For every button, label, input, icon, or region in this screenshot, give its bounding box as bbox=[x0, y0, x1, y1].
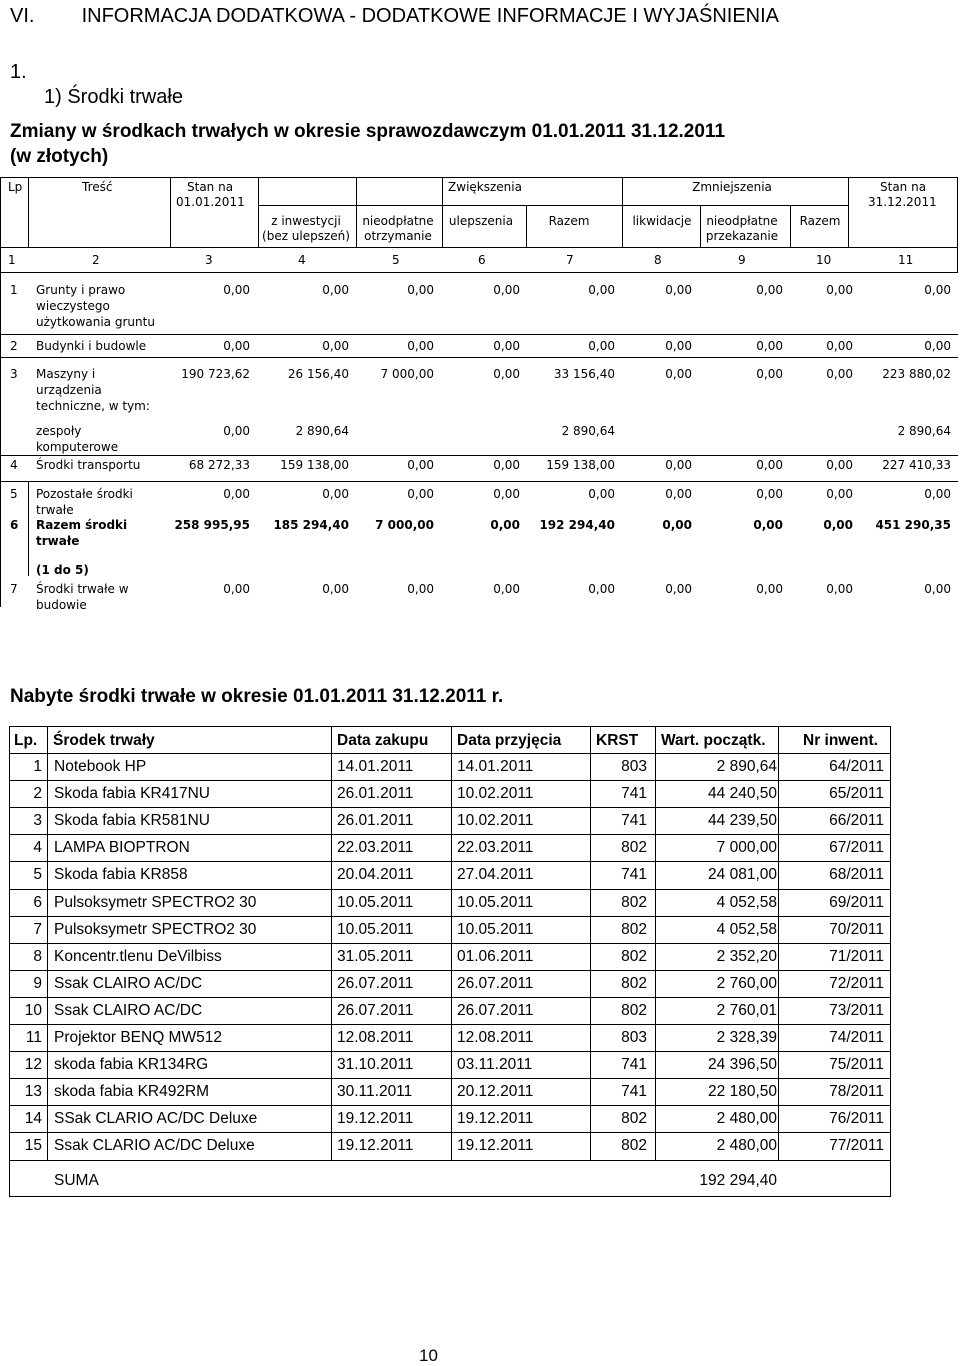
value-cell: 0,00 bbox=[493, 582, 520, 596]
row-lp: 8 bbox=[33, 948, 42, 965]
col-line bbox=[451, 726, 452, 1161]
value-cell: 227 410,33 bbox=[882, 458, 951, 472]
value-cell: 190 723,62 bbox=[181, 367, 250, 381]
header-nieodplatne-przekazanie-2: przekazanie bbox=[705, 229, 779, 243]
row-line bbox=[9, 780, 891, 781]
row-krst: 802 bbox=[621, 839, 647, 856]
value-cell: 0,00 bbox=[322, 283, 349, 297]
row-name: Środki trwałe w bbox=[36, 582, 129, 596]
table-bottom-line bbox=[9, 1196, 891, 1197]
value-cell: 159 138,00 bbox=[280, 458, 349, 472]
row-asset-name: Notebook HP bbox=[54, 758, 147, 775]
column-number: 10 bbox=[816, 253, 832, 267]
value-cell: 0,00 bbox=[322, 582, 349, 596]
row-lp: 1 bbox=[10, 283, 18, 297]
row-krst: 803 bbox=[621, 758, 647, 775]
row-krst: 741 bbox=[621, 1056, 647, 1073]
value-cell: 0,00 bbox=[665, 487, 692, 501]
row-name: Budynki i budowle bbox=[36, 339, 147, 353]
col-line bbox=[9, 726, 10, 1197]
subsection-title: 1) Środki trwałe bbox=[44, 86, 183, 108]
column-number: 3 bbox=[205, 253, 213, 267]
row-krst: 741 bbox=[621, 812, 647, 829]
row-asset-name: SSak CLARIO AC/DC Deluxe bbox=[54, 1110, 258, 1127]
row-lp: 2 bbox=[10, 339, 18, 353]
row-line bbox=[9, 807, 891, 808]
row-line bbox=[9, 1051, 891, 1052]
header-nr-inwent: Nr inwent. bbox=[803, 732, 878, 749]
value-cell: 223 880,02 bbox=[882, 367, 951, 381]
row-lp: 6 bbox=[10, 518, 19, 532]
value-cell: 0,00 bbox=[407, 339, 434, 353]
row-acceptance-date: 10.02.2011 bbox=[457, 812, 534, 829]
value-cell: 0,00 bbox=[588, 487, 615, 501]
header-nieodplatne-otrzymanie-2: otrzymanie bbox=[364, 229, 432, 243]
row-lp: 7 bbox=[10, 582, 18, 596]
row-asset-name: skoda fabia KR134RG bbox=[54, 1056, 209, 1073]
row-inventory-number: 77/2011 bbox=[829, 1137, 884, 1154]
row-asset-name: Ssak CLAIRO AC/DC bbox=[54, 975, 203, 992]
section-number: VI. bbox=[10, 5, 35, 27]
row-name: trwałe bbox=[36, 503, 74, 517]
row-acceptance-date: 03.11.2011 bbox=[457, 1056, 533, 1073]
value-cell: 0,00 bbox=[756, 487, 783, 501]
row-line bbox=[9, 1160, 891, 1161]
value-cell: 0,00 bbox=[826, 339, 853, 353]
value-cell: 0,00 bbox=[665, 339, 692, 353]
value-cell: 0,00 bbox=[826, 487, 853, 501]
header-z-inwestycji-2: (bez ulepszeń) bbox=[262, 229, 350, 243]
row-acceptance-date: 12.08.2011 bbox=[457, 1029, 534, 1046]
row-lp: 5 bbox=[33, 866, 42, 883]
row-initial-value: 24 396,50 bbox=[708, 1056, 777, 1073]
row-acceptance-date: 19.12.2011 bbox=[457, 1137, 534, 1154]
row-initial-value: 44 240,50 bbox=[708, 785, 777, 802]
row-acceptance-date: 27.04.2011 bbox=[457, 866, 534, 883]
row-krst: 802 bbox=[621, 975, 647, 992]
row-krst: 741 bbox=[621, 866, 647, 883]
value-cell: 0,00 bbox=[665, 582, 692, 596]
value-cell: 0,00 bbox=[588, 283, 615, 297]
row-inventory-number: 70/2011 bbox=[829, 921, 884, 938]
row-lp: 2 bbox=[33, 785, 42, 802]
row-purchase-date: 19.12.2011 bbox=[337, 1110, 414, 1127]
changes-title: Zmiany w środkach trwałych w okresie sprawozdawczym 01.01.2011 31.12.2011 bbox=[10, 121, 726, 142]
row-acceptance-date: 26.07.2011 bbox=[457, 975, 534, 992]
row-asset-name: LAMPA BIOPTRON bbox=[54, 839, 190, 856]
col-line bbox=[331, 726, 332, 1161]
row-line bbox=[9, 1132, 891, 1133]
value-cell: 0,00 bbox=[407, 458, 434, 472]
value-cell: 0,00 bbox=[223, 582, 250, 596]
header-stan-end-date: 31.12.2011 bbox=[868, 195, 937, 209]
value-cell: 0,00 bbox=[823, 518, 853, 532]
row-asset-name: Projektor BENQ MW512 bbox=[54, 1029, 222, 1046]
value-cell: 0,00 bbox=[493, 487, 520, 501]
value-cell: 0,00 bbox=[493, 283, 520, 297]
row-name: urządzenia bbox=[36, 383, 102, 397]
column-number: 11 bbox=[898, 253, 914, 267]
row-initial-value: 2 328,39 bbox=[716, 1029, 777, 1046]
row-name: komputerowe bbox=[36, 440, 119, 454]
row-purchase-date: 26.01.2011 bbox=[337, 785, 414, 802]
value-cell: 0,00 bbox=[826, 367, 853, 381]
value-cell: 0,00 bbox=[756, 339, 783, 353]
row-inventory-number: 69/2011 bbox=[829, 894, 884, 911]
row-asset-name: Skoda fabia KR858 bbox=[54, 866, 188, 883]
value-cell: 0,00 bbox=[407, 487, 434, 501]
value-cell: 0,00 bbox=[924, 283, 951, 297]
changes-subtitle: (w złotych) bbox=[10, 146, 109, 167]
col-line bbox=[655, 726, 656, 1161]
value-cell: 0,00 bbox=[826, 283, 853, 297]
value-cell: 0,00 bbox=[223, 487, 250, 501]
row-asset-name: Koncentr.tlenu DeVilbiss bbox=[54, 948, 222, 965]
row-lp: 12 bbox=[24, 1056, 42, 1073]
row-acceptance-date: 19.12.2011 bbox=[457, 1110, 534, 1127]
row-initial-value: 2 760,01 bbox=[716, 1002, 777, 1019]
row-lp: 7 bbox=[33, 921, 42, 938]
header-data-zakupu: Data zakupu bbox=[337, 732, 429, 749]
value-cell: 451 290,35 bbox=[875, 518, 951, 532]
row-name: Razem środki bbox=[36, 518, 128, 532]
table-top-line bbox=[9, 726, 891, 727]
row-acceptance-date: 01.06.2011 bbox=[457, 948, 534, 965]
row-name: trwałe bbox=[36, 534, 80, 548]
row-purchase-date: 31.05.2011 bbox=[337, 948, 414, 965]
row-acceptance-date: 26.07.2011 bbox=[457, 1002, 534, 1019]
row-krst: 802 bbox=[621, 948, 647, 965]
row-inventory-number: 66/2011 bbox=[829, 812, 884, 829]
row-inventory-number: 73/2011 bbox=[829, 1002, 884, 1019]
row-krst: 802 bbox=[621, 1002, 647, 1019]
row-line bbox=[9, 1078, 891, 1079]
value-cell: 0,00 bbox=[753, 518, 783, 532]
value-cell: 26 156,40 bbox=[287, 367, 349, 381]
value-cell: 0,00 bbox=[924, 487, 951, 501]
row-name: Maszyny i bbox=[36, 367, 96, 381]
value-cell: 159 138,00 bbox=[546, 458, 615, 472]
row-initial-value: 4 052,58 bbox=[716, 894, 777, 911]
row-asset-name: Skoda fabia KR581NU bbox=[54, 812, 210, 829]
row-name: Grunty i prawo bbox=[36, 283, 126, 297]
header-zwiekszenia: Zwiększenia bbox=[448, 180, 522, 194]
row-krst: 741 bbox=[621, 1083, 647, 1100]
column-number: 2 bbox=[92, 253, 100, 267]
row-name: Pozostałe środki bbox=[36, 487, 133, 501]
value-cell: 0,00 bbox=[223, 424, 250, 438]
col-line bbox=[590, 726, 591, 1161]
row-inventory-number: 71/2011 bbox=[829, 948, 884, 965]
row-lp: 4 bbox=[10, 458, 18, 472]
header-stan-end: Stan na bbox=[880, 180, 927, 194]
column-number: 9 bbox=[738, 253, 746, 267]
row-lp: 10 bbox=[24, 1002, 42, 1019]
row-inventory-number: 65/2011 bbox=[829, 785, 884, 802]
header-stan-start-date: 01.01.2011 bbox=[176, 195, 245, 209]
row-krst: 802 bbox=[621, 1137, 647, 1154]
row-purchase-date: 26.07.2011 bbox=[337, 975, 414, 992]
row-purchase-date: 26.01.2011 bbox=[337, 812, 414, 829]
row-name: budowie bbox=[36, 598, 87, 612]
value-cell: 0,00 bbox=[588, 339, 615, 353]
row-lp: 3 bbox=[10, 367, 18, 381]
row-initial-value: 4 052,58 bbox=[716, 921, 777, 938]
row-lp: 3 bbox=[33, 812, 42, 829]
value-cell: 0,00 bbox=[665, 458, 692, 472]
column-number: 4 bbox=[298, 253, 306, 267]
value-cell: 0,00 bbox=[665, 367, 692, 381]
value-cell: 0,00 bbox=[407, 582, 434, 596]
row-purchase-date: 22.03.2011 bbox=[337, 839, 414, 856]
row-lp: 11 bbox=[25, 1029, 42, 1046]
value-cell: 7 000,00 bbox=[380, 367, 434, 381]
row-line bbox=[9, 1024, 891, 1025]
value-cell: 0,00 bbox=[756, 582, 783, 596]
column-number: 6 bbox=[478, 253, 486, 267]
value-cell: 0,00 bbox=[756, 458, 783, 472]
row-initial-value: 2 480,00 bbox=[716, 1110, 777, 1127]
row-asset-name: Ssak CLAIRO AC/DC bbox=[54, 1002, 203, 1019]
row-acceptance-date: 10.05.2011 bbox=[457, 921, 534, 938]
row-inventory-number: 75/2011 bbox=[829, 1056, 884, 1073]
row-lp: 1 bbox=[33, 758, 42, 775]
sum-label: SUMA bbox=[54, 1172, 99, 1189]
col-line bbox=[778, 726, 779, 1161]
column-number: 7 bbox=[566, 253, 574, 267]
row-initial-value: 44 239,50 bbox=[708, 812, 777, 829]
row-inventory-number: 72/2011 bbox=[829, 975, 884, 992]
row-acceptance-date: 22.03.2011 bbox=[457, 839, 534, 856]
value-cell: 0,00 bbox=[322, 487, 349, 501]
row-lp: 13 bbox=[24, 1083, 42, 1100]
row-initial-value: 2 890,64 bbox=[716, 758, 777, 775]
row-purchase-date: 31.10.2011 bbox=[337, 1056, 414, 1073]
row-krst: 803 bbox=[621, 1029, 647, 1046]
row-inventory-number: 67/2011 bbox=[829, 839, 884, 856]
header-likwidacje: likwidacje bbox=[632, 214, 692, 228]
value-cell: 0,00 bbox=[223, 283, 250, 297]
row-initial-value: 2 760,00 bbox=[716, 975, 777, 992]
row-acceptance-date: 10.05.2011 bbox=[457, 894, 534, 911]
row-line bbox=[9, 943, 891, 944]
row-line bbox=[9, 1105, 891, 1106]
section-title: INFORMACJA DODATKOWA - DODATKOWE INFORMACJE I WYJAŚNIENIA bbox=[81, 5, 780, 27]
row-name: zespoły bbox=[36, 424, 82, 438]
column-number: 8 bbox=[654, 253, 662, 267]
value-cell: 0,00 bbox=[407, 283, 434, 297]
row-inventory-number: 78/2011 bbox=[829, 1083, 884, 1100]
row-purchase-date: 20.04.2011 bbox=[337, 866, 414, 883]
row-asset-name: Skoda fabia KR417NU bbox=[54, 785, 210, 802]
row-name: wieczystego bbox=[36, 299, 110, 313]
page-number: 10 bbox=[419, 1346, 438, 1365]
row-initial-value: 2 480,00 bbox=[716, 1137, 777, 1154]
row-asset-name: Pulsoksymetr SPECTRO2 30 bbox=[54, 894, 257, 911]
row-purchase-date: 19.12.2011 bbox=[337, 1137, 414, 1154]
row-purchase-date: 26.07.2011 bbox=[337, 1002, 414, 1019]
sum-value: 192 294,40 bbox=[699, 1172, 777, 1189]
row-line bbox=[9, 916, 891, 917]
value-cell: 0,00 bbox=[490, 518, 520, 532]
value-cell: 2 890,64 bbox=[561, 424, 615, 438]
row-line bbox=[9, 970, 891, 971]
row-initial-value: 2 352,20 bbox=[716, 948, 777, 965]
row-line bbox=[9, 889, 891, 890]
row-inventory-number: 74/2011 bbox=[829, 1029, 884, 1046]
col-line bbox=[890, 726, 891, 1197]
row-line bbox=[9, 997, 891, 998]
row-acceptance-date: 20.12.2011 bbox=[457, 1083, 534, 1100]
header-nieodplatne-otrzymanie: nieodpłatne bbox=[362, 214, 434, 228]
row-inventory-number: 64/2011 bbox=[829, 758, 884, 775]
row-name: techniczne, w tym: bbox=[36, 399, 150, 413]
row-inventory-number: 68/2011 bbox=[829, 866, 884, 883]
value-cell: 2 890,64 bbox=[897, 424, 951, 438]
header-bottom-line bbox=[9, 753, 891, 754]
row-purchase-date: 10.05.2011 bbox=[337, 894, 414, 911]
value-cell: 0,00 bbox=[493, 339, 520, 353]
header-ulepszenia: ulepszenia bbox=[448, 214, 514, 228]
value-cell: 0,00 bbox=[826, 458, 853, 472]
value-cell: 0,00 bbox=[924, 582, 951, 596]
row-lp: 9 bbox=[33, 975, 42, 992]
value-cell: 68 272,33 bbox=[188, 458, 250, 472]
row-purchase-date: 14.01.2011 bbox=[337, 758, 414, 775]
row-initial-value: 24 081,00 bbox=[708, 866, 777, 883]
row-krst: 741 bbox=[621, 785, 647, 802]
header-srodek: Środek trwały bbox=[53, 732, 155, 749]
column-number: 5 bbox=[392, 253, 400, 267]
row-purchase-date: 12.08.2011 bbox=[337, 1029, 414, 1046]
row-krst: 802 bbox=[621, 921, 647, 938]
acquired-title: Nabyte środki trwałe w okresie 01.01.2011 31.12.2011 r. bbox=[10, 686, 504, 707]
header-razem-zw: Razem bbox=[548, 214, 590, 228]
value-cell: 0,00 bbox=[924, 339, 951, 353]
header-data-przyjecia: Data przyjęcia bbox=[457, 732, 562, 749]
row-lp: 14 bbox=[24, 1110, 42, 1127]
value-cell: 258 995,95 bbox=[174, 518, 250, 532]
row-krst: 802 bbox=[621, 894, 647, 911]
column-number: 1 bbox=[8, 253, 16, 267]
header-zmniejszenia: Zmniejszenia bbox=[692, 180, 772, 194]
row-purchase-date: 10.05.2011 bbox=[337, 921, 414, 938]
header-krst: KRST bbox=[596, 732, 639, 749]
row-name: użytkowania gruntu bbox=[36, 315, 155, 329]
header-lp: Lp. bbox=[14, 732, 38, 749]
value-cell: 185 294,40 bbox=[273, 518, 349, 532]
value-cell: 0,00 bbox=[665, 283, 692, 297]
header-wart-poczatk: Wart. początk. bbox=[661, 732, 766, 749]
row-line bbox=[9, 861, 891, 862]
header-z-inwestycji: z inwestycji bbox=[271, 214, 341, 228]
col-line bbox=[47, 726, 48, 1161]
value-cell: 0,00 bbox=[322, 339, 349, 353]
header-razem-zm: Razem bbox=[799, 214, 841, 228]
value-cell: 2 890,64 bbox=[295, 424, 349, 438]
value-cell: 33 156,40 bbox=[553, 367, 615, 381]
row-name: (1 do 5) bbox=[36, 563, 89, 577]
item-number: 1. bbox=[10, 61, 27, 83]
value-cell: 0,00 bbox=[493, 367, 520, 381]
value-cell: 0,00 bbox=[588, 582, 615, 596]
header-tresc: Treść bbox=[82, 180, 113, 194]
value-cell: 0,00 bbox=[756, 367, 783, 381]
row-lp: 6 bbox=[33, 894, 42, 911]
value-cell: 192 294,40 bbox=[539, 518, 615, 532]
value-cell: 0,00 bbox=[756, 283, 783, 297]
header-stan-start: Stan na bbox=[187, 180, 234, 194]
row-inventory-number: 76/2011 bbox=[829, 1110, 884, 1127]
row-line bbox=[9, 834, 891, 835]
row-initial-value: 22 180,50 bbox=[708, 1083, 777, 1100]
row-krst: 802 bbox=[621, 1110, 647, 1127]
row-asset-name: Pulsoksymetr SPECTRO2 30 bbox=[54, 921, 257, 938]
row-initial-value: 7 000,00 bbox=[716, 839, 777, 856]
row-acceptance-date: 10.02.2011 bbox=[457, 785, 534, 802]
row-asset-name: Ssak CLARIO AC/DC Deluxe bbox=[54, 1137, 255, 1154]
row-lp: 15 bbox=[24, 1137, 42, 1154]
row-purchase-date: 30.11.2011 bbox=[337, 1083, 413, 1100]
row-name: Środki transportu bbox=[36, 458, 141, 472]
row-lp: 5 bbox=[10, 487, 18, 501]
row-lp: 4 bbox=[33, 839, 42, 856]
value-cell: 0,00 bbox=[493, 458, 520, 472]
value-cell: 0,00 bbox=[826, 582, 853, 596]
header-lp: Lp bbox=[8, 180, 23, 194]
row-asset-name: skoda fabia KR492RM bbox=[54, 1083, 210, 1100]
value-cell: 7 000,00 bbox=[375, 518, 434, 532]
row-acceptance-date: 14.01.2011 bbox=[457, 758, 534, 775]
header-nieodplatne-przekazanie: nieodpłatne bbox=[706, 214, 778, 228]
value-cell: 0,00 bbox=[223, 339, 250, 353]
value-cell: 0,00 bbox=[662, 518, 692, 532]
